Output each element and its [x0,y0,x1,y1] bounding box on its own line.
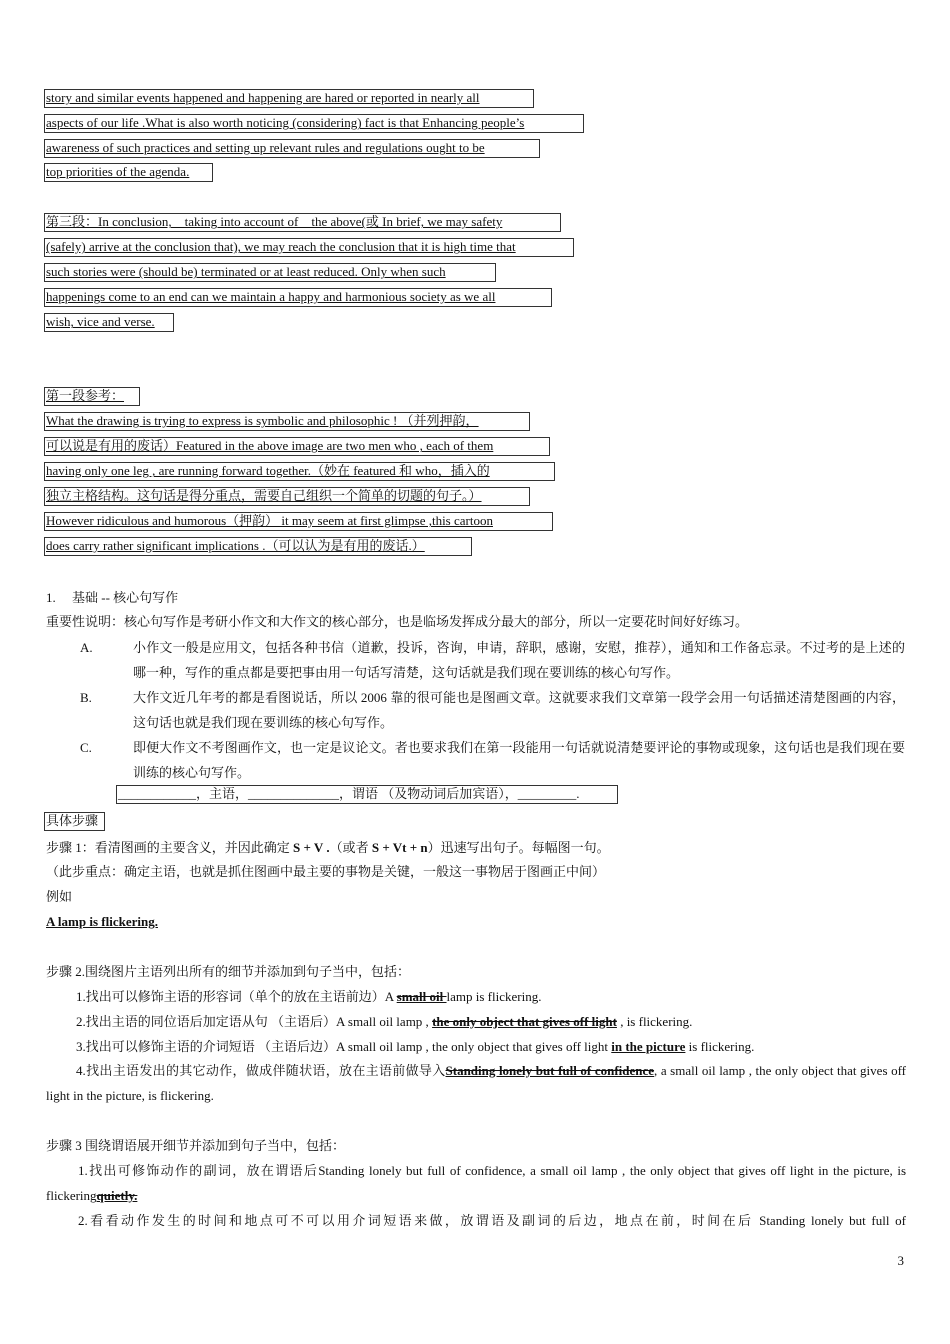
text-box-line [44,114,584,133]
text-box-line [44,462,555,481]
step2-title: 步骤 2.围绕图片主语列出所有的细节并添加到句子当中，包括： [46,964,411,979]
step2-item [76,1014,692,1030]
text-line: wish, vice and verse. [46,314,155,330]
text-box-line [44,437,550,456]
text-box-line [44,213,561,232]
step1-mid: （或者 [329,840,372,855]
text-line: happenings come to an end can we maintain a happy and harmonious society as we all [46,289,496,305]
step1-prefix: 步骤 1：看清图画的主要含义，并因此确定 [46,840,294,855]
example-label: 例如 [46,889,73,904]
text-line: 第一段参考： [46,388,125,404]
step2-item-text: 4.找出主语发出的其它动作，做成伴随状语，放在主语前做导入 [76,1063,446,1078]
formula-text: ____________，主语，______________，谓语 （及物动词后加宾语），_________. [118,786,580,802]
highlight-phrase: quietly. [96,1188,138,1203]
text-line: top priorities of the agenda. [46,164,190,180]
item-label: A. [80,640,93,655]
step1-note: （此步重点：确定主语，也就是抓住图画中最主要的事物是关键，一般这一事物居于图画正中间） [46,864,606,879]
text-box-line [44,263,496,282]
step2-item-text: lamp is flickering. [446,989,542,1004]
step3-item [46,1158,906,1208]
formula-box [116,785,618,804]
item-label: C. [80,740,92,755]
highlight-phrase: Standing lonely but full of confidence [445,1063,655,1078]
section-heading: 1. 基础 -- 核心句写作 [46,590,179,605]
text-box-line [44,288,552,307]
step3-item-text: 1.找出可修饰动作的副词，放在谓语后Standing lonely but full of confidence, a small oil lamp , the only object that gives off light in the picture, is flickering [46,1163,906,1203]
text-box-line [44,139,540,158]
item-label: B. [80,690,92,705]
text-line: having only one leg , are running forward together.（妙在 featured 和 who，插入的 [46,463,490,479]
highlight-phrase: in the picture [611,1039,686,1054]
text-box-line [44,238,574,257]
text-box-line [44,487,530,506]
text-line: awareness of such practices and setting up relevant rules and regulations ought to be [46,140,485,156]
steps-title: 具体步骤 [46,813,99,829]
text-line: story and similar events happened and happening are hared or reported in nearly all [46,90,480,106]
step2-item [76,989,541,1005]
text-box-line [44,163,213,182]
step2-item-text: 1.找出可以修饰主语的形容词（单个的放在主语前边）A [76,989,397,1004]
formula-svtn: S + Vt + n [371,840,428,855]
text-line: aspects of our life .What is also worth noticing (considering) fact is that Enhancing people’s [46,115,525,131]
text-line: (safely) arrive at the conclusion that), we may reach the conclusion that it is high time that [46,239,516,255]
text-box-line [44,89,534,108]
formula-sv: S + V . [293,840,330,855]
step3-title: 步骤 3 围绕谓语展开细节并添加到句子当中，包括： [46,1138,346,1153]
text-line: does carry rather significant implications .（可以认为是有用的废话.） [46,538,425,554]
step2-item-text: , a small oil lamp , the only object that gives off light in the picture, is flickering. [46,1063,906,1103]
text-line: What the drawing is trying to express is symbolic and philosophic ! （并列押韵， [46,413,479,429]
text-box-line [44,512,553,531]
text-box-line [44,412,530,431]
item-text: 小作文一般是应用文，包括各种书信（道歉，投诉，咨询，申请，辞职，感谢，安慰，推荐），通知和工作备忘录。不过考的是上述的哪一种，写作的重点都是要把事由用一句话写清楚，这句话就是我们现在要训练的核心句写作。 [133,640,905,680]
text-line: 独立主格结构。这句话是得分重点，需要自己组织一个简单的切题的句子。） [46,488,482,504]
example-sentence: A lamp is flickering. [46,914,158,929]
step1-suffix: ）迅速写出句子。每幅图一句。 [427,840,610,855]
text-line: such stories were (should be) terminated or at least reduced. Only when such [46,264,446,280]
item-text: 大作文近几年考的都是看图说话，所以 2006 靠的很可能也是图画文章。这就要求我们文章第一段学会用一句话描述清楚图画的内容，这句话也就是我们现在要训练的核心句写作。 [133,690,905,730]
highlight-phrase: the only object that gives off light [432,1014,617,1029]
step1-line [46,840,610,856]
importance-text: 重要性说明：核心句写作是考研小作文和大作文的核心部分，也是临场发挥成分最大的部分，所以一定要花时间好好练习。 [46,614,749,629]
highlight-phrase: small oil [396,989,447,1004]
step3-item: 2.看看动作发生的时间和地点可不可以用介词短语来做，放谓语及副词的后边，地点在前，时间在后 Standing lonely but full of [78,1213,906,1228]
text-line: 可以说是有用的废话）Featured in the above image are two men who , each of them [46,438,494,454]
step2-item-text: , is flickering. [616,1014,693,1029]
text-box-line [44,537,472,556]
step2-item-text: 2.找出主语的同位语后加定语从句 （主语后）A small oil lamp , [76,1014,433,1029]
text-box-line [44,387,140,406]
text-box-line [44,313,174,332]
step2-item-text: is flickering. [685,1039,755,1054]
text-line: 第三段：In conclusion, taking into account of the above(或 In brief, we may safety [46,214,503,230]
steps-title-box [44,812,105,831]
item-text: 即便大作文不考图画作文，也一定是议论文。者也要求我们在第一段能用一句话就说清楚要评论的事物或现象，这句话也是我们现在要训练的核心句写作。 [133,740,905,780]
step2-item [46,1058,906,1108]
page-number: 3 [897,1253,904,1268]
step2-item-text: 3.找出可以修饰主语的介词短语 （主语后边）A small oil lamp , the only object that gives off light [76,1039,612,1054]
text-line: However ridiculous and humorous（押韵） it may seem at first glimpse ,this cartoon [46,513,493,529]
step2-item [76,1039,754,1055]
